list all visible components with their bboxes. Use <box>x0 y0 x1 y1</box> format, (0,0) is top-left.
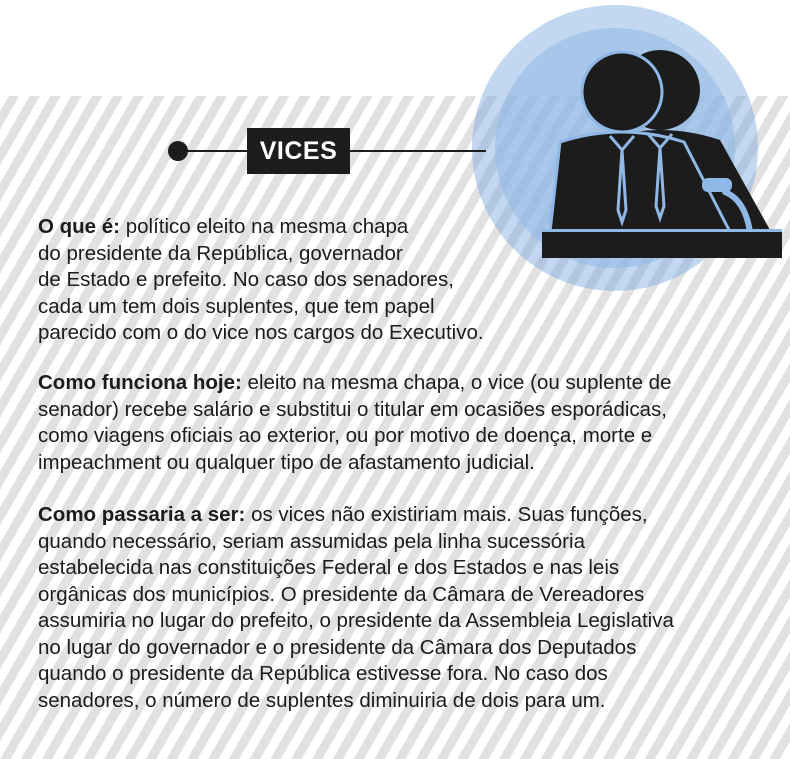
text-line: estabelecida nas constituições Federal e dos Estados e nas leis <box>38 556 620 579</box>
text-line: quando o presidente da República estivesse fora. No caso dos <box>38 662 608 685</box>
section-heading: Como passaria a ser: <box>38 503 246 526</box>
text-line: do presidente da República, governador <box>38 241 403 265</box>
text-line: de Estado e prefeito. No caso dos senadores, <box>38 268 454 291</box>
header-dot <box>168 141 188 161</box>
section-how-it-works <box>38 370 768 476</box>
section-heading: Como funciona hoje: <box>38 371 242 394</box>
text-line: eleito na mesma chapa, o vice (ou suplente de <box>241 371 672 394</box>
text-line: quando necessário, seriam assumidas pela linha sucessória <box>38 529 585 553</box>
text-line: político eleito na mesma chapa <box>120 215 409 238</box>
text-line: assumiria no lugar do prefeito, o presidente da Assembleia Legislativa <box>38 609 674 632</box>
text-line: parecido com o do vice nos cargos do Executivo. <box>38 321 484 344</box>
text-line: orgânicas dos municípios. O presidente da Câmara de Vereadores <box>38 582 645 606</box>
section-heading: O que é: <box>38 215 121 238</box>
text-line: senador) recebe salário e substitui o titular em ocasiões esporádicas, <box>38 397 667 421</box>
section-what-is <box>38 214 538 347</box>
section-how-it-would-be <box>38 502 768 714</box>
text-line: no lugar do governador e o presidente da Câmara dos Deputados <box>38 635 637 659</box>
text-line: os vices não existiriam mais. Suas funções, <box>245 503 648 526</box>
text-line: cada um tem dois suplentes, que tem papel <box>38 294 435 318</box>
page-title: VICES <box>247 128 350 174</box>
text-line: como viagens oficiais ao exterior, ou por motivo de doença, morte e <box>38 424 653 447</box>
text-line: senadores, o número de suplentes diminuiria de dois para um. <box>38 688 606 712</box>
text-line: impeachment ou qualquer tipo de afastamento judicial. <box>38 450 535 474</box>
